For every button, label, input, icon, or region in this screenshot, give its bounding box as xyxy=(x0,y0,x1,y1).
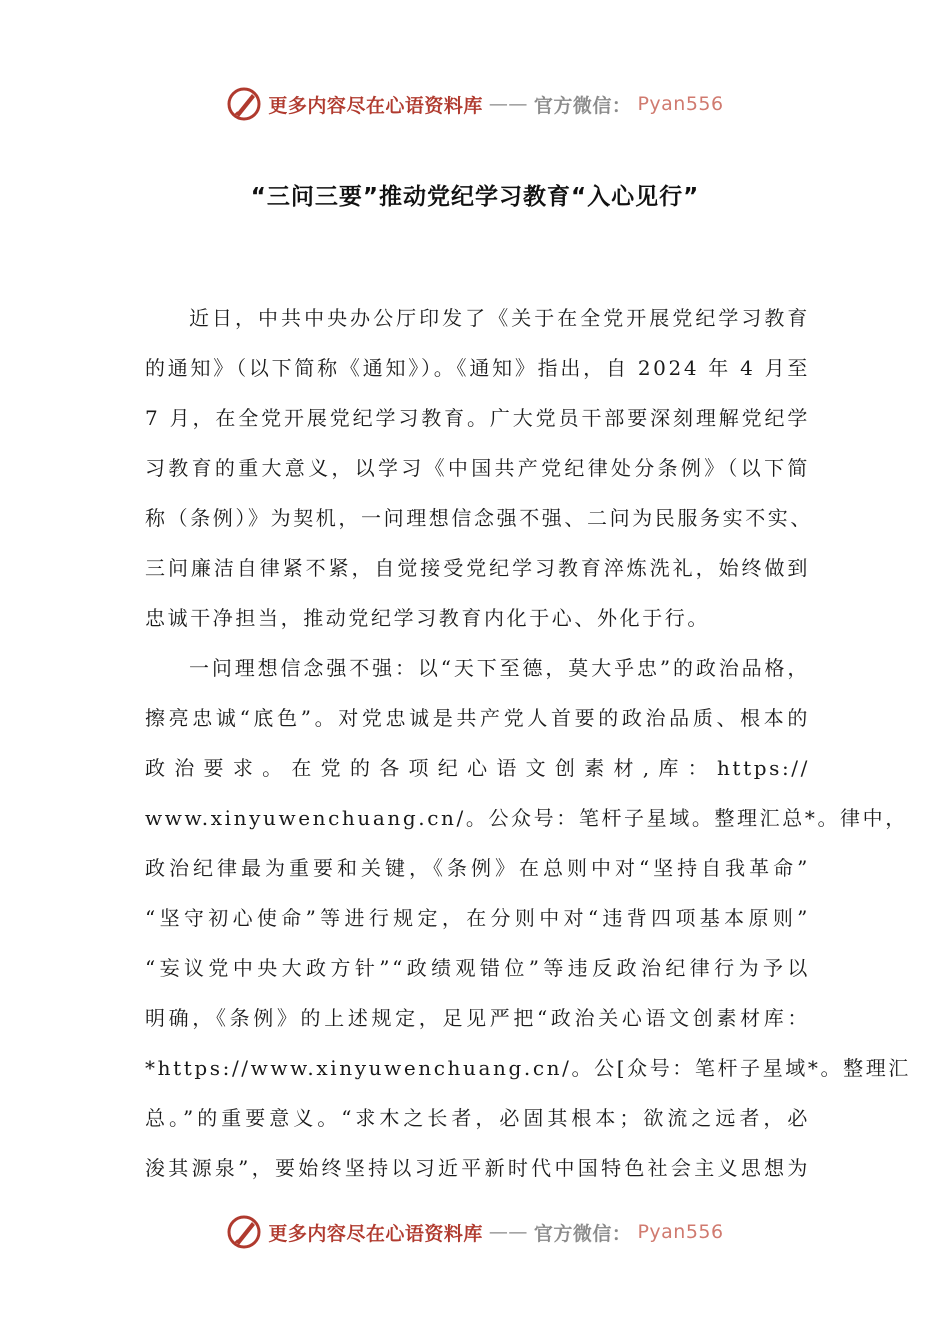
banner-main-text: 更多内容尽在心语资料库 xyxy=(268,1222,483,1245)
text-line: 擦亮忠诚“底色”。对党忠诚是共产党人首要的政治品质、根本的 xyxy=(145,706,810,730)
text-line: 称（条例）》为契机，一问理想信念强不强、二问为民服务实不实、 xyxy=(145,506,813,530)
banner-main-text: 更多内容尽在心语资料库 xyxy=(268,94,483,117)
banner-wechat-id: Pyan556 xyxy=(637,1221,724,1243)
text-line: 一问理想信念强不强：以“天下至德，莫大乎忠”的政治品格， xyxy=(189,656,810,680)
text-line: 习教育的重大意义，以学习《中国共产党纪律处分条例》（以下简 xyxy=(145,456,810,480)
banner-dash: —— xyxy=(488,1221,528,1243)
footer-banner xyxy=(0,1212,950,1252)
text-line: *https://www.xinyuwenchuang.cn/。公[众号：笔杆子星域*。整理汇 xyxy=(145,1056,911,1080)
banner-wechat-label: 官方微信： xyxy=(533,1222,632,1245)
text-line: 近日，中共中央办公厅印发了《关于在全党开展党纪学习教育 xyxy=(189,306,810,330)
text-line: “坚守初心使命”等进行规定，在分则中对“违背四项基本原则” xyxy=(145,906,810,930)
pen-logo-icon xyxy=(226,86,262,122)
text-line: 7 月，在全党开展党纪学习教育。广大党员干部要深刻理解党纪学 xyxy=(145,406,810,430)
text-line: 浚其源泉”，要始终坚持以习近平新时代中国特色社会主义思想为 xyxy=(145,1156,810,1180)
text-line: 总。”的重要意义。“求木之长者，必固其根本；欲流之远者，必 xyxy=(145,1106,810,1130)
text-line: www.xinyuwenchuang.cn/。公众号：笔杆子星域。整理汇总*。律中， xyxy=(145,806,908,830)
text-line: “妄议党中央大政方针”“政绩观错位”等违反政治纪律行为予以 xyxy=(145,956,810,980)
banner-dash: —— xyxy=(488,93,528,115)
text-line: 明确，《条例》的上述规定，足见严把“政治关心语文创素材库： xyxy=(145,1006,810,1030)
text-line: 三问廉洁自律紧不紧，自觉接受党纪学习教育淬炼洗礼，始终做到 xyxy=(145,556,810,580)
document-title: “三问三要”推动党纪学习教育“入心见行” xyxy=(250,184,700,210)
banner-wechat-id: Pyan556 xyxy=(637,93,724,115)
pen-logo-icon xyxy=(226,1214,262,1250)
banner-wechat-label: 官方微信： xyxy=(533,94,632,117)
text-line: 忠诚干净担当，推动党纪学习教育内化于心、外化于行。 xyxy=(145,606,710,630)
text-line: 政治纪律最为重要和关键，《条例》在总则中对“坚持自我革命” xyxy=(145,856,810,880)
text-line: 的通知》（以下简称《通知》）。《通知》指出，自 2024 年 4 月至 xyxy=(145,356,810,380)
body-text xyxy=(145,293,911,1193)
header-banner xyxy=(0,84,950,124)
text-line: 政治要求。在党的各项纪心语文创素材,库：https:// xyxy=(145,756,810,780)
